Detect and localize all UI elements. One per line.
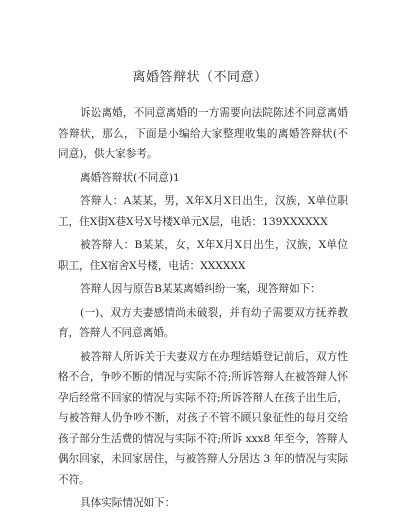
defendant-info-paragraph: 被答辩人：B某某，女，X年X月X日出生，汉族，X单位职工，住X宿舍X号楼，电话：XXXXXX bbox=[58, 239, 348, 272]
section-heading: 离婚答辩状(不同意)1 bbox=[80, 171, 180, 184]
reply-intro-paragraph: 答辩人因与原告B某某离婚纠纷一案，现答辩如下： bbox=[80, 283, 321, 295]
facts-paragraph: 被答辩人所诉关于夫妻双方在办理结婚登记前后，双方性格不合，争吵不断的情况与实际不符;所诉答辩人在被答辩人怀孕后经常不回家的情况与实际不符;所诉答辩人在孩子出生后，与被答辩人仍争吵不断，对孩子不管不顾只象征性的每月交给孩子部分生活费的情况与实际不符;所诉 xxx8 年至今，答辩人偶尔回家，未回家居住，与被答辩人分居达 3 年的情况与实际不符。 bbox=[58, 350, 348, 486]
document-title: 离婚答辩状（不同意） bbox=[132, 70, 268, 85]
intro-paragraph: 诉讼离婚，不同意离婚的一方需要向法院陈述不同意离婚答辩状，那么，下面是小编给大家整理收集的离婚答辩状(不同意)，供大家参考。 bbox=[58, 107, 348, 160]
respondent-info-paragraph: 答辩人：A某某，男，X年X月X日出生，汉族，X单位职工，住X街X巷X号X号楼X单元X层，电话：139XXXXXX bbox=[58, 195, 348, 228]
point-one-paragraph: (一)、双方夫妻感情尚未破裂，并有幼子需要双方抚养教育，答辩人不同意离婚。 bbox=[58, 306, 348, 339]
document-body bbox=[58, 103, 348, 517]
details-heading-paragraph: 具体实际情况如下： bbox=[80, 497, 176, 509]
